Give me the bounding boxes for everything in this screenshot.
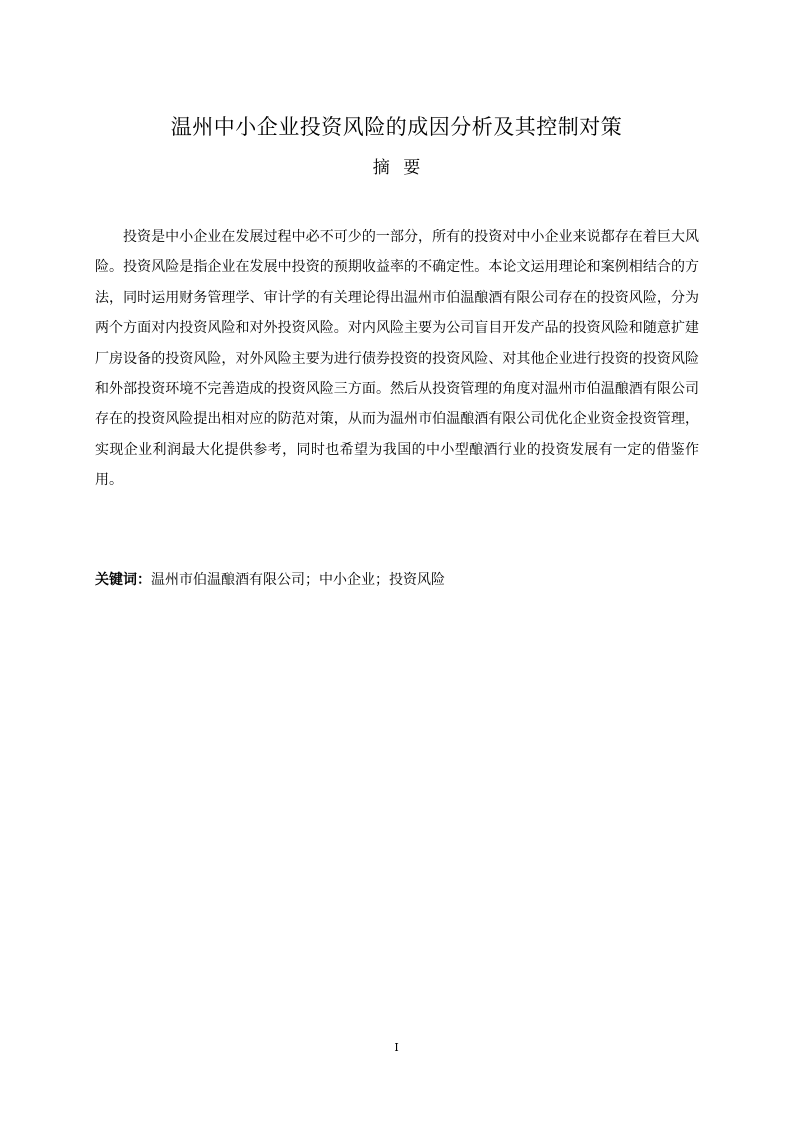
abstract-heading: 摘 要 xyxy=(372,158,421,178)
abstract-paragraph: 投资是中小企业在发展过程中必不可少的一部分，所有的投资对中小企业来说都存在着巨大风险。投资风险是指企业在发展中投资的预期收益率的不确定性。本论文运用理论和案例相结合的方法，同时运用财务管理学、审计学的有关理论得出温州市伯温酿酒有限公司存在的投资风险，分为两个方面对内投资风险和对外投资风险。对内风险主要为公司盲目开发产品的投资风险和随意扩建厂房设备的投资风险，对外风险主要为进行债券投资的投资风险、对其他企业进行投资的投资风险和外部投资环境不完善造成的投资风险三方面。然后从投资管理的角度对温州市伯温酿酒有限公司存在的投资风险提出相对应的防范对策，从而为温州市伯温酿酒有限公司优化企业资金投资管理，实现企业利润最大化提供参考，同时也希望为我国的中小型酿酒行业的投资发展有一定的借鉴作用。 xyxy=(95,229,699,489)
keywords-line xyxy=(95,566,699,594)
keywords-label: 关键词： xyxy=(95,572,151,588)
document-title: 温州中小企业投资风险的成因分析及其控制对策 xyxy=(170,115,623,139)
keywords-value: 温州市伯温酿酒有限公司；中小企业；投资风险 xyxy=(151,572,445,588)
page-number: I xyxy=(394,1041,399,1054)
